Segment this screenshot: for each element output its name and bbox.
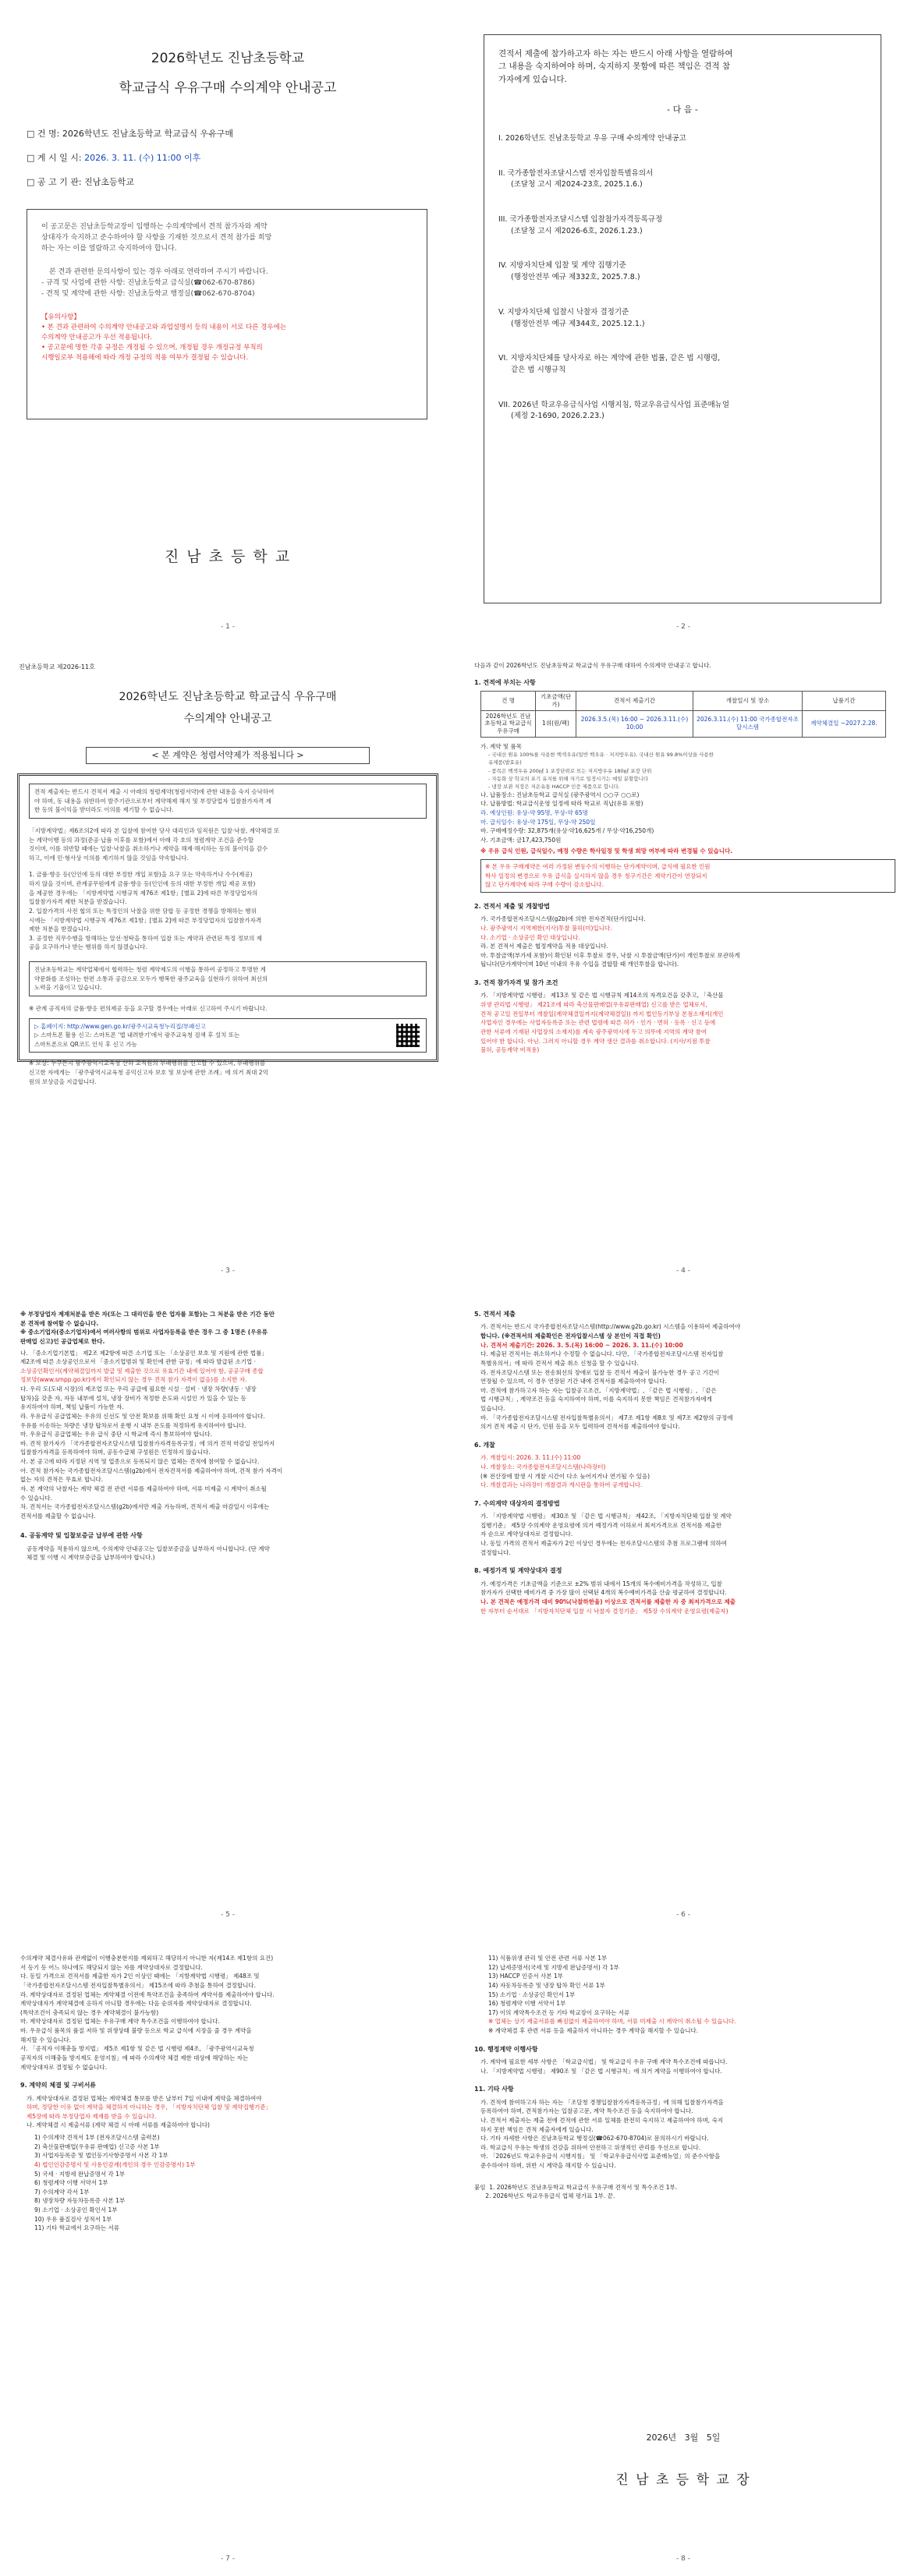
section-4-details: 공동계약을 적용하지 않으며, 수의계약 안내공고는 입찰보증금을 납부하지 아니합니다. (단 계약 체결 및 이행 시 계약보증금을 납부하여야 합니다.)	[27, 1545, 270, 1562]
page-7	[0, 1932, 456, 2576]
page-title-line1: 2026학년도 진남초등학교	[151, 51, 305, 66]
list-item: 3) 사업자등록증 및 법인등기사항증명서 사본 각 1부	[34, 2152, 168, 2160]
reward-notice: ※ 보상: 누구든지 광주광역시교육청 산하 교직원의 부패행위를 신고할 수 있으며, 부패행위를 신고한 자에게는 「광주광역시교육청 공익신고자 보호 및 보상에 관한 조례」에 의거 최대 2억 원의 보상금을 지급합니다.	[29, 1060, 268, 1085]
section-11-details: 가. 견적에 참여하고자 하는 자는 「조달청 경쟁입찰참가자격등록규정」에 의해 입찰참가자격을 등록하여야 하며, 견적참가자는 입찰공고문, 계약 특수조건 등을 숙지하여야 합니다. 나. 견적서 제출자는 제출 전에 견적에 관한 서류 일체를 완전히 숙지하고 제출하여야 하며, 숙지 하지 못한 책임은 견적 제출자에게 있습니다. 다. 기타 자세한 사항은 진남초등학교 행정실(☎062-670-8704)로 문의하시기 바랍니다. 라. 학교급식 우유는 학생의 건강을 위하여 안전하고 위생적인 관리를 우선으로 합니다. 마. 「2026년도 학교우유급식 시행지침」 및 「학교우유급식사업 표준매뉴얼」의 준수사항을 준수하여야 하며, 위반 시 계약을 해지할 수 있습니다.	[480, 2098, 724, 2170]
page-number: - 7 -	[221, 2555, 235, 2564]
notice-cautions: 【유의사항】 • 본 견과 관련하여 수의계약 안내공고와 과업설명서 등의 내용이 서로 다른 경우에는 수의계약 안내공고가 우선 적용됩니다. • 공고문에 명한 각종 규정은 개정될 수 있으며, 개정될 경우 개정규정 부칙의 시행일로부 적용해에 따라 개정 규정의 적용 여부가 결정될 수 있습니다.	[41, 313, 286, 363]
reference-item: V. 지방자치단체 입찰시 낙찰자 결정기준 (행정안전부 예규 제344호, 2025.12.1.)	[498, 307, 645, 328]
page-number: - 5 -	[221, 1911, 235, 1920]
contact-info: 본 견과 관련한 문의사항이 있는 경우 아래로 연락하여 주시기 바랍니다. - 규격 및 사업에 관한 사항: 진남초등학교 급식실(☎062-670-8786) - 견적 및 계약에 관한 사항: 진남초등학교 행정실(☎062-670-8704)	[41, 267, 268, 298]
attachments: 붙임 1. 2026학년도 진남초등학교 학교급식 우유구매 견적서 및 특수조건 1부. 2. 2026학년도 학교우유급식 업체 평가표 1부. 끝.	[474, 2183, 678, 2200]
report-homepage-link[interactable]: ▷ 홈페이지: http://www.gen.go.kr/광주시교육청누리집/부패신고	[34, 1022, 206, 1030]
section-5-title: 5. 견적서 제출	[474, 1311, 516, 1318]
page-8	[456, 1932, 911, 2576]
reference-item: I. 2026학년도 진남초등학교 우유 구매 수의계약 안내공고	[498, 133, 686, 143]
list-item: 15) 소기업 · 소상공인 확인서 1부	[488, 1990, 576, 1998]
page-number: - 6 -	[676, 1911, 690, 1920]
reference-heading: - 다 음 -	[667, 104, 698, 115]
section-3-details: 가. 「지방계약법 시행령」 제13조 및 같은 법 시행규칙 제14조의 자격요건을 갖추고, 「축산물 위생 관리법 시행령」 제21조에 따라 축산물판매업(우유류판매업) 신고를 받은 업체로서, 견적 공고일 전일부터 개찰일(계약체결일까지(계약체결일)) 까지 법인등기부상 본점소재지(개인 사업자인 경우에는 사업자등록증 또는 관련 법령에 따른 허가 · 인가 · 면허 · 등록 · 신고 등에 관한 서류에 기재된 사업장의 소재지)를 계속 광주광역시에 두고 의무에 지역의 계약 참여 있어야 한 합니다. 아닌. 그러지 아니할 경우 계약 생산 결과를 취소합니다. (지사/지점 투찰 불허, 공동계약 비적용)	[480, 992, 724, 1054]
announcement-date: 2026년 3월 5일	[646, 2433, 721, 2443]
section-1-title: 1. 견적에 부치는 사항	[474, 678, 536, 686]
list-item: 17) 이의 계약특수조건 등 기타 학교장이 요구하는 서류	[488, 2008, 630, 2016]
table-row: 2026학년도 진남초등학교 학교급식 우유구매 1위(원/팩) 2026.3.5.(목) 16:00 ~ 2026.3.11.(수) 10:00 2026.3.11.(수) 11:00 국가종합전자조달시스템 계약체결일 ~2027.2.28.	[481, 710, 886, 737]
list-item: 11) 기타 학교에서 요구하는 서류	[34, 2224, 119, 2232]
pledge-closing: 진남초등학교는 계약업체에서 협력하는 청렴 계약제도의 이행을 통하여 공정하고 투명한 계 약문화를 조성하는 한편 소통과 공감으로 모두가 행복한 광주교육을 실현하기 위하여 최선의 노력을 기울이고 있습니다.	[29, 961, 427, 996]
section-10-details: 가. 계약에 필요한 세부 사항은 「학교급식법」 및 학교급식 우유 구매 계약 특수조건에 따릅니다. 나. 「지방계약법 시행령」 제90조 및 「같은 법 시행규칙」에 의거 계약을 이행하여야 합니다.	[480, 2058, 728, 2075]
notice-box	[27, 209, 427, 419]
reference-item: VI. 지방자치단체를 당사자로 하는 계약에 관한 법률, 같은 법 시행령, 같은 법 시행규칙	[498, 354, 721, 375]
pledge-items: 1. 금품·향응 등(인인에 등의 대한 부정한 개입 포함)을 요구 또는 약속하거나 수수(제공) 하지 않을 것이며, 관계공무원에게 금품·향응 등(인인에 등의 대한 부정한 개입 제공 포함) 을 제공한 경우에는 「지방계약법 시행규칙 제76조 제1항」[별표 2]에 따른 부정당업자의 입찰참가자격 제한 처분을 받겠습니다. 2. 입찰가격의 사전 협의 또는 특정인의 낙찰을 위한 담합 등 공정한 경쟁을 방해하는 행위 시에는 「지방계약법 시행규칙 제76조 제1항」[별표 2]에 따른 부정당업자의 입찰참가자격 제한 처분을 받겠습니다. 3. 공정한 직무수행을 방해하는 알선·청탁을 통하여 입찰 또는 계약과 관련된 특정 정보의 제 공을 요구하거나 받는 행위를 하지 않겠습니다.	[29, 871, 262, 951]
list-item: 11) 식품위생 관리 및 안전 관련 서류 사본 1부	[488, 1955, 608, 1962]
section-7-details: 가. 「지방계약법 시행령」 제30조 및 「같은 법 시행규칙」 제42조, 「지방자치단체 입찰 및 계약 집행기준」 제5장 수의계약 운영요령에 의거 예정가격 이하로서 최저가격으로 견적서를 제출한 자 순으로 계약상대자로 결정합니다. 나. 동일 가격의 견적서 제출자가 2인 이상인 경우에는 전자조달시스템의 추첨 프로그램에 의하여 결정합니다.	[480, 1513, 732, 1556]
page-3	[0, 644, 456, 1288]
section-6-title: 6. 개찰	[474, 1441, 495, 1449]
list-item: 14) 자동차등록증 및 냉장 탑차 확인 서류 1부	[488, 1981, 605, 1989]
intro-text: 다음과 같이 2026학년도 진남초등학교 학교급식 우유구매 대하여 수의계약 안내공고 합니다.	[474, 662, 711, 669]
section-4-title: 4. 공동계약 및 입찰보증금 납부에 관한 사항	[20, 1532, 143, 1540]
page5-content: ※ 부정당업자 제재처분을 받은 자(또는 그 대리인을 받은 업자를 포함)는 그 처분을 받은 기간 동안 본 견적에 참여할 수 없습니다. ※ 중소기업자(중소기업자)에서 여러사항의 범위로 사업자등록을 받은 경우 그 중 1명은 (우유류 판매업 신고)인 공급업체로 한다. 나. 「중소기업기본법」 제2조 제2항에 따른 소기업 또는 「소상공인 보호 및 지원에 관한 법률」 제2조에 따른 소상공인으로서 「중소기업범위 및 확인에 관한 규정」에 따라 발급된 소기업 · 소상공인확인서(계약체결일까지 발급 및 제출한 것으로 유효기간 내에 있어야 함, 공공구매 종합 정보망(www.smpp.go.kr)에서 확인되지 않는 경우 견적 참가 자격이 없음)를 소지한 자. 다. 우리 도(도내 시장)의 제조업 또는 우리 공급에 필요한 시설 · 설비 · 냉장 차량(냉동 · 냉장 탑차)을 갖춘 자, 자동 내부에 설치, 냉장 장비가 적정한 온도와 시설인 가 있을 수 있는 등 유지하여야 하며, 책임 납품이 가능한 자. 라. 우유급식 공급업체는 우유의 신선도 및 안전 확보를 위해 확인 요청 시 이에 응하여야 합니다. 우유를 이송하는 차량은 냉장 탑차로서 운행 시 내부 온도를 적정하게 유지하여야 합니다. 마. 우유급식 공급업체는 우유 급식 중단 시 학교에 즉시 통보하여야 합니다. 바. 견적 참가자가 「국가종합전자조달시스템 입찰참가자격등록규정」에 의거 견적 마감일 전일까지 입찰참가자격을 등록하여야 하며, 공동수급체 구성원은 인정하지 않습니다. 사. 본 공고에 따라 지정된 지역 및 업종으로 등록되지 않은 업체는 견적에 참여할 수 없습니다. 아. 견적 참가자는 국가종합전자조달시스템(g2b)에서 전자견적서를 제출하여야 하며, 견적 참가 자격이 없는 자의 견적은 무효로 합니다. 자. 본 계약의 낙찰자는 계약 체결 전 관련 서류를 제출하여야 하며, 서류 미제출 시 계약이 취소될 수 있습니다. 차. 견적서는 국가종합전자조달시스템(g2b)에서만 제출 가능하며, 견적서 제출 마감일시 이후에는 견적서를 제출할 수 없습니다. 4. 공동계약 및 입찰보증금 납부에 관한 사항 공동계약을 적용하지 않으며, 수의계약 안내공고는 입찰보증금을 납부하지 아니합니다. (단 계약 체결 및 이행 시 계약보증금을 납부하여야 합니다.)	[20, 1310, 437, 1562]
document-number: 진남초등학교 제2026-11호	[19, 663, 95, 671]
list-item: 10) 우유 품질검사 성적서 1부	[34, 2215, 112, 2223]
list-item: 13) HACCP 인증서 사본 1부	[488, 1973, 563, 1980]
page-2	[456, 0, 911, 644]
reference-list	[498, 133, 867, 423]
unit-price-notice: ※ 본 우유 구매계약은 여러 가정된 변동수의 이행하는 단가계약이며, 급식에 필요한 인원 학사 일정의 변경으로 우유 급식을 실시하지 않을 경우 청구기간은 계약기간이 연장되지 않고 단가계약에 따라 구매 수량이 감소합니다.	[480, 859, 895, 893]
integrity-banner: < 본 계약은 청렴서약제가 적용됩니다 >	[86, 747, 370, 764]
reference-intro: 견적서 제출에 참가하고자 하는 자는 반드시 아래 사항을 열람하여 그 내용을 숙지하여야 하며, 숙지하지 못함에 따른 책임은 견적 참 가자에게 있습니다.	[498, 49, 733, 84]
page4-content	[474, 661, 895, 1055]
info-row-name: □ 건 명: 2026학년도 진남초등학교 학교급식 우유구매	[27, 128, 233, 139]
reference-box	[484, 34, 881, 603]
page-6	[456, 1288, 911, 1932]
info-row-agency: □ 공 고 기 관: 진남초등학교	[27, 176, 134, 187]
report-channels: ▷ 홈페이지: http://www.gen.go.kr/광주시교육청누리집/부패신고 ▷ 스마트폰 활용 신고: 스마트폰 '앱 내려받기'에서 광주교육청 검색 후 설치 또는 스마트폰으로 QR코드 인식 후 신고 가능	[29, 1018, 427, 1053]
section-2-details: 가. 국가종합전자조달시스템(g2b)에 의한 전자견적(단가)입니다. 나. 광주광역시 지역제한(지사)투찰 불허(미)입니다. 다. 소기업 · 소상공인 확인 대상입니다. 라. 본 견적서 제출은 협정계약을 적용 대상입니다. 마. 투찰금액(부가세 포함)이 확인된 이후 투찰로 경우, 낙찰 시 투찰금액(단가)이 개인투찰로 보관하게 됩니다(단가계약이며 10년 이내의 우유 수입을 결합할 때 개인투찰을 합니다).	[480, 915, 740, 968]
page-title-line2: 수의계약 안내공고	[183, 712, 272, 725]
list-item: 4) 법인인감증명서 및 사용인감계(개인의 경우 인감증명서) 1부	[34, 2160, 196, 2168]
page-1	[0, 0, 456, 644]
list-item: 16) 청렴계약 이행 서약서 1부	[488, 2000, 566, 2008]
product-specs: - 국내산 원유 100%를 사용한 백색우유(일반 백우유 · 저지방우유), 국내산 원유 99.8%이상을 사용한 유제품(발효유) - 품목은 백색우유 200㎖ 1 포장단위로 또는 저지방우유 180㎖ 포장 단위 - 자동화 상 학교의 포기 유지를 위해 자기로 일정시기는 매일 분할합니다 - 냉장 보관 저장은 저온유통 HACCP 인증 제품으로 합니다.	[488, 752, 714, 790]
section-2-title: 2. 견적서 제출 및 개찰방법	[474, 902, 551, 910]
section-5-details: 가. 견적서는 반드시 국가종합전자조달시스템(http://www.g2b.go.kr) 시스템을 이용하여 제출하여야 합니다. (※견적서의 제출확인은 전자입찰시스템 상 본인이 직접 확인) 나. 견적서 제출기간: 2026. 3. 5.(목) 16:00 ~ 2026. 3. 11.(수) 10:00 다. 제출된 견적서는 취소하거나 수정할 수 없습니다. 다만, 「국가종합전자조달시스템 전자입찰 특별유의서」에 따라 견적서 제출 취소 신청을 할 수 있습니다. 라. 전자조달시스템 또는 전송회선의 장애로 입찰 등 견적서 제출이 불가능한 경우 공고 기간이 연장될 수 있으며, 이 경우 연장된 기간 내에 견적서를 제출하여야 합니다. 마. 견적에 참가하고자 하는 자는 입찰공고조건, 「지방계약법」, 「같은 법 시행령」, 「같은 법 시행규칙」, 계약조건 등을 숙지하여야 하며, 이를 숙지하지 못한 책임은 견적참가자에게 있습니다. 바. 「국가종합전자조달시스템 전자입찰특별유의서」 제7조 제1항 제8호 및 제7조 제2항의 규정에 의거 견적 제출 시 단가, 인원 등을 모두 입력하여 견적서를 제출하여야 합니다.	[480, 1323, 741, 1431]
page-number: - 3 -	[221, 1267, 235, 1276]
list-item: 12) 납세증명서(국세 및 지방세 완납증명서) 각 1부	[488, 1963, 619, 1971]
table-header-row: 건 명 기초금액(단가) 견적서 제출기간 개찰일시 및 장소 납품기간	[481, 692, 886, 711]
page-title-line1: 2026학년도 진남초등학교 학교급식 우유구매	[119, 691, 337, 703]
list-item: 9) 소기업 · 소상공인 확인서 1부	[34, 2206, 118, 2214]
page6-content	[474, 1310, 892, 1615]
list-item: ※ 업체는 상기 제출서류를 빠짐없이 제출하여야 하며, 서류 미제출 시 계약이 취소될 수 있습니다.	[488, 2018, 736, 2026]
principal-signature: 진 남 초 등 학 교 장	[615, 2472, 751, 2488]
section-9-title: 9. 계약의 체결 및 구비서류	[20, 2082, 97, 2089]
report-notice: ※ 관계 공직자의 금품·향응 편의제공 등을 요구할 경우에는 아래로 신고하여 주시기 바랍니다.	[29, 1004, 268, 1012]
bid-summary-table	[480, 691, 886, 738]
page-number: - 2 -	[676, 623, 690, 632]
notice-intro: 이 공고문은 진남초등학교장이 입행하는 수의계약에서 견적 참가자와 계약 상대자가 숙지하고 준수하여야 할 사항을 기재한 것으로서 견적 참가를 희망 하는 자는 이를 열람하고 숙지하여야 합니다.	[41, 223, 272, 253]
section-1-details: 가. 계약 및 품목 - 국내산 원유 100%를 사용한 백색우유(일반 백우유 · 저지방우유), 국내산 원유 99.8%이상을 사용한 유제품(발효유) - 품목은 백색우유 200㎖ 1 포장단위로 또는 저지방우유 180㎖ 포장 단위 - 자동화 상 학교의 포기 유지를 위해 자기로 일정시기는 매일 분할합니다 - 냉장 보관 저장은 저온유통 HACCP 인증 제품으로 합니다. 나. 납품장소: 진남초등학교 급식실 (광주광역시 ○○구 ○○로) 다. 납품방법: 학교급식운영 일정에 따라 학교로 직납(유류 포함) 라. 예상인원: 유상-약 95명, 무상-약 65명 마. 급식일수: 유상-약 175일, 무상-약 250일 바. 구매예정수량: 32,875개(유상·약16,625개 / 무상·약16,250개) 사. 기초금액: 금17,423,750원 ※ 우유 급식 인원, 급식일수, 예정 수량은 학사일정 및 학생 희망 여부에 따라 변경될 수 있습니다. ※ 본 우유 구매계약은 여러 가정된 변동수의 이행하는 단가계약이며, 급식에 필요한 인원 학사 일정의 변경으로 우유 급식을 실시하지 않을 경우 청구기간은 계약기간이 연장되지 않고 단가계약에 따라 구매 수량이 감소합니다.	[480, 742, 895, 893]
info-rows	[27, 127, 456, 189]
list-item: 2) 축산물판매업(우유류 판매업) 신고증 사본 1부	[34, 2143, 160, 2150]
list-item: 8) 냉장차량 자동차등록증 사본 1부	[34, 2197, 126, 2205]
page-title-line2: 학교급식 우유구매 수의계약 안내공고	[119, 80, 337, 97]
pledge-body: 「지방계약법」제6조의2에 따라 본 입찰에 참여한 당사 대리인과 임직원은 입찰·낙찰, 계약체결 또 는 계약이행 등의 과정(준공·납품 이후를 포함)에서 아래 각 호의 청렴계약 조건을 준수할 것이며, 이를 위반할 때에는 입찰·낙찰을 취소하거나 계약을 해제·해지하는 등의 불이익을 감수 하고, 이에 민·형사상 이의를 제기하지 않을 것임을 약속합니다.	[29, 826, 280, 862]
list-item: ※ 계약체결 후 관련 서류 등을 제출하지 아니하는 경우 계약을 해지할 수 있습니다.	[488, 2027, 699, 2034]
section-9-details: 가. 계약상대자로 결정된 업체는 계약체결 통보를 받은 날부터 7일 이내에 계약을 체결하여야 하며, 정당한 이유 없이 계약을 체결하지 아니하는 경우, 「지방자치단체 입찰 및 계약집행기준」 제5장에 따라 부정당업자 제재를 받을 수 있습니다. 나. 계약체결 시 제출서류 (계약 체결 시 아래 서류를 제출하여야 합니다)	[27, 2094, 272, 2129]
page7-content: 수의계약 체결사유와 관계없이 이행충분한지를 제외하고 해당하지 아니한 자(제14조 제1항의 요건) 서 등기 등 어느 하나에도 해당되지 않는 자를 계약상대자로 결정합니다. 다. 동일 가격으로 견적서를 제출한 자가 2인 이상인 때에는 「지방계약법 시행령」 제48조 및 「국가종합전자조달시스템 전자입찰특별유의서」 제15조에 따라 추첨을 통하여 결정합니다. 라. 계약상대자로 결정된 업체는 계약체결 이전에 특약조건을 충족하여 계약서를 제출하여야 합니다. 계약상대자가 계약체결에 응하지 아니할 경우에는 다음 순위자를 계약상대자로 결정합니다. (특약조건이 충족되지 않는 경우 계약체결이 불가능함) 마. 계약상대자로 결정된 업체는 우유구매 계약 특수조건을 이행하여야 합니다. 바. 우유급식 품목의 품질 저하 및 위생상태 불량 등으로 학교 급식에 지장을 줄 경우 계약을 해지할 수 있습니다. 사. 「공직자 이해충돌 방지법」 제5조 제1항 및 같은 법 시행령 제4조, 「광주광역시교육청 공직자의 이해충돌 방지제도 운영지침」에 따라 수의계약 체결 제한 대상에 해당하는 자는 계약상대자로 결정될 수 없습니다. 9. 계약의 체결 및 구비서류 가. 계약상대자로 결정된 업체는 계약체결 통보를 받은 날부터 7일 이내에 계약을 체결하여야 하며, 정당한 이유 없이 계약을 체결하지 아니하는 경우, 「지방자치단체 입찰 및 계약집행기준」 제5장에 따라 부정당업자 제재를 받을 수 있습니다. 나. 계약체결 시 제출서류 (계약 체결 시 아래 서류를 제출하여야 합니다) 1) 수의계약 견적서 1부 (전자조달시스템 출력본) 2) 축산물판매업(우유류 판매업) 신고증 사본 1부 3) 사업자등록증 및 법인등기사항증명서 사본 각 1부 4) 법인인감증명서 및 사용인감계(개인의 경우 인감증명서) 1부 5) 국세 · 지방세 완납증명서 각 1부 6) 청렴계약 이행 서약서 1부 7) 수의계약 각서 1부 8) 냉장차량 자동차등록증 사본 1부 9) 소기업 · 소상공인 확인서 1부 10) 우유 품질검사 성적서 1부 11) 기타 학교에서 요구하는 서류	[20, 1954, 437, 2233]
required-documents-list	[34, 2133, 437, 2233]
list-item: 1) 수의계약 견적서 1부 (전자조달시스템 출력본)	[34, 2134, 160, 2142]
info-row-date: □ 게 시 일 시: 2026. 3. 11. (수) 11:00 이후	[27, 152, 201, 163]
section-8-details: 가. 예정가격은 기초금액을 기준으로 ±2% 범위 내에서 15개의 복수예비가격을 작성하고, 입찰 참가자가 선택한 예비가격 중 가장 많이 선택된 4개의 복수예비가격을 산술 평균하여 결정합니다. 나. 본 견적은 예정가격 대비 90%(낙찰하한율) 이상으로 견적서를 제출한 자 중 최저가격으로 제출 한 자부터 순서대로 「지방자치단체 입찰 시 낙찰자 결정기준」 제5장 수의계약 운영요령(제출자)	[480, 1580, 736, 1615]
reference-item: VII. 2026년 학교우유급식사업 시행지침, 학교우유급식사업 표준매뉴얼 (제정 2-1690, 2026.2.23.)	[498, 400, 730, 421]
reference-item: IV. 지방자치단체 입찰 및 계약 집행기준 (행정안전부 예규 제332호, 2025.7.8.)	[498, 261, 640, 282]
qr-code-icon[interactable]	[396, 1024, 420, 1047]
list-item: 6) 청렴계약 이행 서약서 1부	[34, 2179, 108, 2187]
page-number: - 8 -	[676, 2555, 690, 2564]
page-5	[0, 1288, 456, 1932]
section-6-details: 가. 개찰일시: 2026. 3. 11.(수) 11:00 나. 개찰장소: 국가종합전자조달시스템(나라장터) (※ 전산장애 발생 시 개찰 시간이 다소 늦어지거나 연기될 수 있음) 다. 개찰결과는 나라장터 개찰결과 게시판을 통하여 공개합니다.	[480, 1454, 650, 1489]
page-number: - 1 -	[221, 623, 235, 632]
section-3-title: 3. 견적 참가자격 및 참가 조건	[474, 979, 558, 987]
section-7-title: 7. 수의계약 대상자의 결정방법	[474, 1499, 560, 1507]
page8-content	[474, 1954, 892, 2201]
reference-item: III. 국가종합전자조달시스템 입찰참가자격등록규정 (조달청 고시 제2026-6호, 2026.1.23.)	[498, 215, 663, 235]
list-item: 5) 국세 · 지방세 완납증명서 각 1부	[34, 2170, 126, 2178]
list-item: 7) 수의계약 각서 1부	[34, 2188, 90, 2196]
section-8-title: 8. 예정가격 및 계약상대자 결정	[474, 1567, 562, 1575]
school-signature: 진 남 초 등 학 교	[164, 548, 292, 565]
page-number: - 4 -	[676, 1267, 690, 1276]
required-documents-list-continued	[488, 1954, 892, 2036]
pledge-intro: 견적 제출자는 반드시 견적서 제출 시 아래의 청렴계약(청렴서약)에 관한 내용을 숙지 승낙하여 야 하며, 동 내용을 위반하여 발주기관으로부터 계약해제 해지 및 부정당업자 입찰참가자격 제 한 등의 불이익을 받더라도 이의를 제기할 수 없습니다.	[29, 784, 427, 819]
page-4	[456, 644, 911, 1288]
section-10-title: 10. 행정계약 이행사항	[474, 2045, 538, 2053]
integrity-pledge-box	[17, 773, 438, 1085]
section-11-title: 11. 기타 사항	[474, 2086, 514, 2093]
reference-item: II. 국가종합전자조달시스템 전자입찰특별유의서 (조달청 고시 제2024-23호, 2025.1.6.)	[498, 168, 654, 189]
